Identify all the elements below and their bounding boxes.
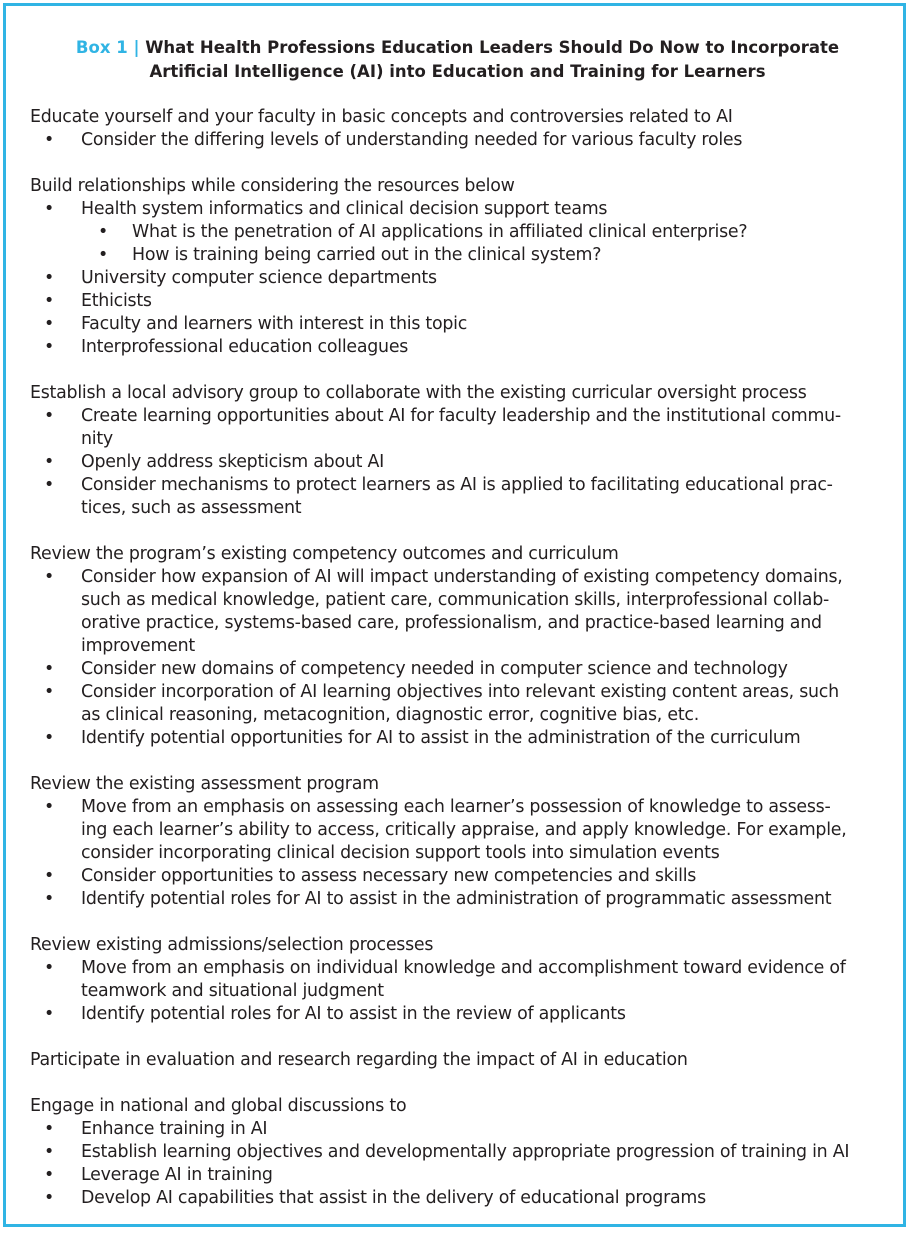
item-line: Openly address skepticism about AI — [81, 452, 385, 472]
list-item — [30, 1003, 900, 1026]
list-item — [30, 405, 900, 451]
bullet-list — [30, 267, 900, 359]
bullet-list — [30, 796, 900, 911]
box-frame — [3, 3, 906, 1227]
item-line: teamwork and situational judgment — [81, 981, 384, 1001]
item-line: Establish learning objectives and developmentally appropriate progression of training in AI — [81, 1142, 850, 1162]
bullet-list — [30, 957, 900, 1026]
section-heading: Review the existing assessment program — [30, 774, 379, 794]
sub-list-item — [30, 244, 900, 267]
item-line: Identify potential roles for AI to assist in the review of applicants — [81, 1004, 626, 1024]
section-research — [30, 1049, 900, 1072]
item-line: Identify potential opportunities for AI to assist in the administration of the curriculum — [81, 728, 801, 748]
item-line: tices, such as assessment — [81, 498, 302, 518]
list-item — [30, 681, 900, 727]
list-item — [30, 1141, 900, 1164]
item-line: University computer science departments — [81, 268, 437, 288]
item-line: consider incorporating clinical decision support tools into simulation events — [81, 843, 720, 863]
bullet-icon: • — [44, 1165, 55, 1185]
item-line: Create learning opportunities about AI for faculty leadership and the institutional commu- — [81, 406, 841, 426]
bullet-icon: • — [98, 245, 109, 265]
section-competency — [30, 543, 900, 750]
item-line: Consider the differing levels of understanding needed for various faculty roles — [81, 130, 743, 150]
section-assessment — [30, 773, 900, 911]
item-line: nity — [81, 429, 113, 449]
sub-bullet-list — [30, 221, 900, 267]
item-line: Consider new domains of competency needed in computer science and technology — [81, 659, 788, 679]
item-line: Leverage AI in training — [81, 1165, 273, 1185]
section-heading: Review existing admissions/selection processes — [30, 935, 434, 955]
item-line: Interprofessional education colleagues — [81, 337, 409, 357]
bullet-icon: • — [44, 797, 55, 817]
list-item — [30, 727, 900, 750]
item-line: What is the penetration of AI applications in affiliated clinical enterprise? — [132, 222, 748, 242]
title-line-1 — [6, 36, 909, 60]
list-item — [30, 1187, 900, 1210]
list-item — [30, 888, 900, 911]
list-item — [30, 313, 900, 336]
section-advisory-group — [30, 382, 900, 520]
bullet-list — [30, 129, 900, 152]
section-heading: Build relationships while considering the resources below — [30, 176, 515, 196]
item-line: Move from an emphasis on assessing each learner’s possession of knowledge to assess- — [81, 797, 831, 817]
section-national-discussions — [30, 1095, 900, 1210]
bullet-icon: • — [44, 682, 55, 702]
bullet-icon: • — [44, 889, 55, 909]
bullet-icon: • — [44, 130, 55, 150]
bullet-icon: • — [44, 452, 55, 472]
bullet-icon: • — [44, 314, 55, 334]
item-line: Consider opportunities to assess necessary new competencies and skills — [81, 866, 697, 886]
bullet-icon: • — [98, 222, 109, 242]
item-line: Develop AI capabilities that assist in the delivery of educational programs — [81, 1188, 706, 1208]
item-line: Health system informatics and clinical decision support teams — [81, 199, 608, 219]
item-line: Enhance training in AI — [81, 1119, 268, 1139]
bullet-icon: • — [44, 567, 55, 587]
section-heading: Engage in national and global discussions to — [30, 1096, 407, 1116]
sub-list-item — [30, 221, 900, 244]
title-separator: | — [133, 38, 140, 57]
list-item — [30, 1118, 900, 1141]
item-line: as clinical reasoning, metacognition, diagnostic error, cognitive bias, etc. — [81, 705, 699, 725]
item-line: such as medical knowledge, patient care, communication skills, interprofessional collab- — [81, 590, 830, 610]
section-educate — [30, 106, 900, 152]
list-item — [30, 129, 900, 152]
bullet-icon: • — [44, 1142, 55, 1162]
box-content — [30, 106, 900, 1233]
bullet-icon: • — [44, 337, 55, 357]
bullet-icon: • — [44, 1004, 55, 1024]
item-line: improvement — [81, 636, 195, 656]
list-item — [30, 957, 900, 1003]
bullet-icon: • — [44, 199, 55, 219]
item-line: Consider mechanisms to protect learners as AI is applied to facilitating educational prac- — [81, 475, 833, 495]
bullet-icon: • — [44, 866, 55, 886]
list-item — [30, 796, 900, 865]
list-item — [30, 566, 900, 658]
list-item — [30, 198, 900, 221]
list-item — [30, 865, 900, 888]
bullet-list — [30, 1118, 900, 1210]
bullet-icon: • — [44, 475, 55, 495]
item-line: Faculty and learners with interest in this topic — [81, 314, 468, 334]
bullet-list — [30, 198, 900, 221]
section-heading: Establish a local advisory group to collaborate with the existing curricular oversight process — [30, 383, 807, 403]
section-admissions — [30, 934, 900, 1026]
bullet-icon: • — [44, 268, 55, 288]
section-heading: Educate yourself and your faculty in basic concepts and controversies related to AI — [30, 107, 733, 127]
bullet-icon: • — [44, 406, 55, 426]
box-title — [6, 36, 909, 84]
title-text-1: What Health Professions Education Leaders Should Do Now to Incorporate — [145, 38, 840, 57]
list-item — [30, 474, 900, 520]
title-line-2: Artificial Intelligence (AI) into Education and Training for Learners — [149, 62, 766, 81]
item-line: Move from an emphasis on individual knowledge and accomplishment toward evidence of — [81, 958, 846, 978]
bullet-icon: • — [44, 1119, 55, 1139]
bullet-icon: • — [44, 1188, 55, 1208]
section-heading: Review the program’s existing competency outcomes and curriculum — [30, 544, 619, 564]
list-item — [30, 336, 900, 359]
item-line: Consider how expansion of AI will impact understanding of existing competency domains, — [81, 567, 843, 587]
item-line: How is training being carried out in the clinical system? — [132, 245, 602, 265]
item-line: Ethicists — [81, 291, 152, 311]
list-item — [30, 267, 900, 290]
list-item — [30, 451, 900, 474]
list-item — [30, 658, 900, 681]
bullet-icon: • — [44, 958, 55, 978]
item-line: orative practice, systems-based care, professionalism, and practice-based learning and — [81, 613, 822, 633]
item-line: Identify potential roles for AI to assist in the administration of programmatic assessment — [81, 889, 832, 909]
list-item — [30, 1164, 900, 1187]
section-relationships — [30, 175, 900, 359]
box-label: Box 1 — [75, 38, 128, 57]
item-line: ing each learner’s ability to access, critically appraise, and apply knowledge. For example, — [81, 820, 847, 840]
bullet-icon: • — [44, 659, 55, 679]
bullet-icon: • — [44, 728, 55, 748]
section-heading: Participate in evaluation and research regarding the impact of AI in education — [30, 1050, 688, 1070]
bullet-list — [30, 566, 900, 750]
bullet-list — [30, 405, 900, 520]
list-item — [30, 290, 900, 313]
item-line: Consider incorporation of AI learning objectives into relevant existing content areas, such — [81, 682, 839, 702]
bullet-icon: • — [44, 291, 55, 311]
